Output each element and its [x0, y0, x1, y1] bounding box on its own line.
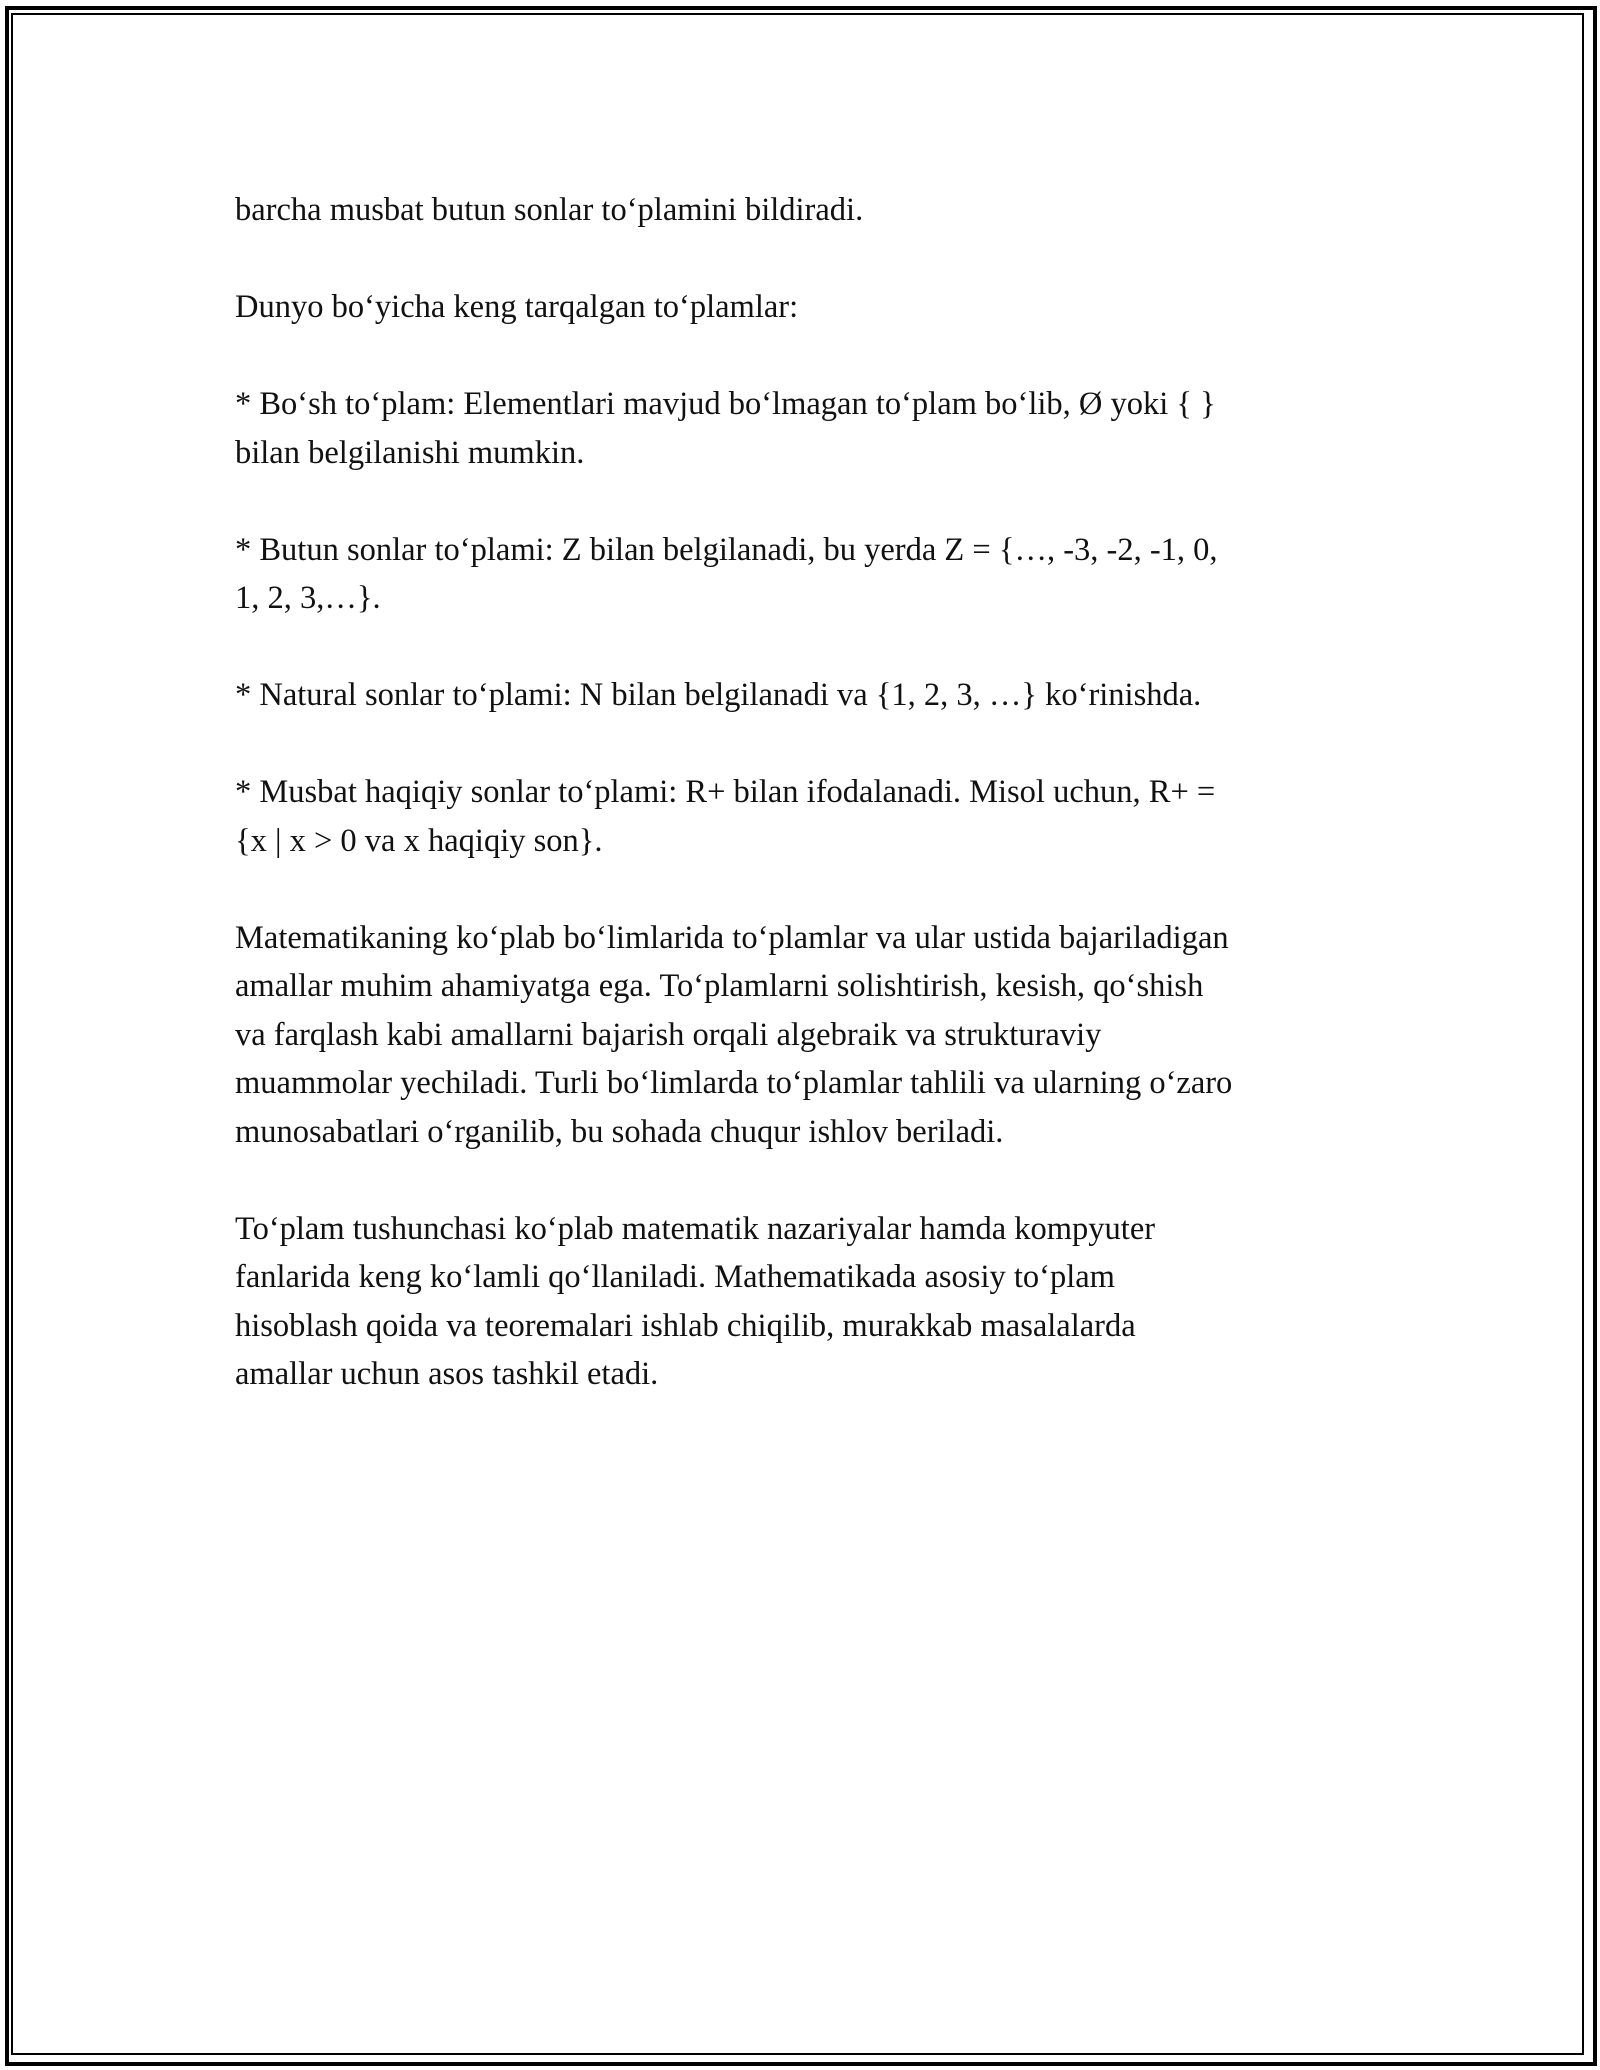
list-item-natural-numbers: * Natural sonlar to‘plami: N bilan belgilanadi va {1, 2, 3, …} ko‘rinishda. [235, 677, 1202, 713]
paragraph-common-sets-intro: Dunyo bo‘yicha keng tarqalgan to‘plamlar: [235, 289, 799, 325]
paragraph-set-concept-applications: To‘plam tushunchasi ko‘plab matematik nazariyalar hamda kompyuter fanlarida keng ko‘lamli qo‘llaniladi. Mathematikada asosiy to‘plam hisoblash qoida va teoremalari ishlab chiqilib, murakkab masalalarda amallar uchun asos tashkil etadi. [235, 1210, 1156, 1392]
document-body [235, 186, 1375, 1447]
paragraph-set-operations: Matematikaning ko‘plab bo‘limlarida to‘plamlar va ular ustida bajariladigan amallar muhim ahamiyatga ega. To‘plamlarni solishtirish, kesish, qo‘shish va farqlash kabi amallarni bajarish orqali algebraik va strukturaviy muammolar yechiladi. Turli bo‘limlarda to‘plamlar tahlili va ularning o‘zaro munosabatlari o‘rganilib, bu sohada chuqur ishlov beriladi. [235, 919, 1233, 1150]
list-item-positive-reals: * Musbat haqiqiy sonlar to‘plami: R+ bilan ifodalanadi. Misol uchun, R+ = {x | x > 0 va x haqiqiy son}. [235, 774, 1216, 859]
list-item-integers: * Butun sonlar to‘plami: Z bilan belgilanadi, bu yerda Z = {…, -3, -2, -1, 0, 1, 2, 3,…}. [235, 531, 1218, 616]
list-item-empty-set: * Bo‘sh to‘plam: Elementlari mavjud bo‘lmagan to‘plam bo‘lib, Ø yoki { } bilan belgilanishi mumkin. [235, 386, 1216, 471]
paragraph-positive-integers: barcha musbat butun sonlar to‘plamini bildiradi. [235, 192, 864, 228]
